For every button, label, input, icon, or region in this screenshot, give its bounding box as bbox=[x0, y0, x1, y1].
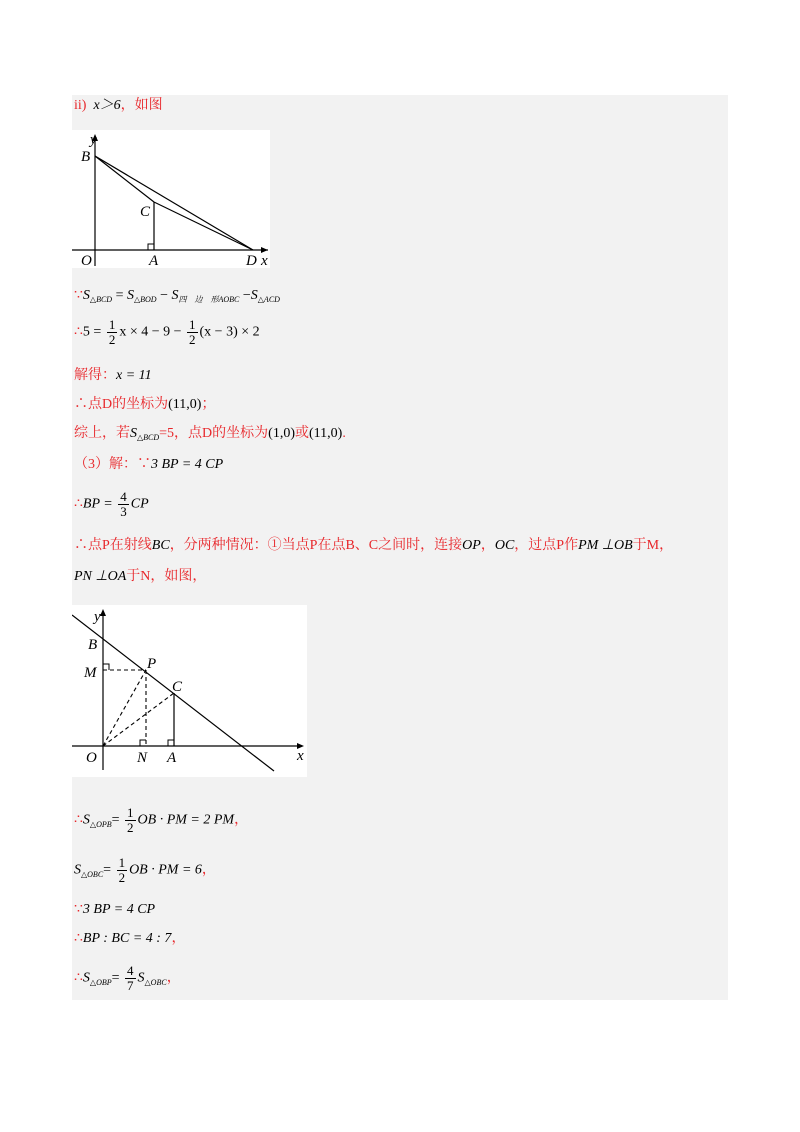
fig1-label-x: x bbox=[261, 253, 268, 268]
fig2-label-a: A bbox=[167, 750, 177, 766]
part-3-start: （3）解：∵3 BP = 4 CP bbox=[74, 457, 224, 472]
solution-x: 解得：x = 11 bbox=[74, 368, 152, 383]
point-d-coordinate: ∴点D的坐标为(11,0)； bbox=[74, 397, 216, 412]
fig1-label-d: D bbox=[246, 253, 257, 268]
fig1-label-c: C bbox=[140, 204, 151, 220]
figure-1 bbox=[72, 130, 270, 268]
figure-2 bbox=[72, 605, 307, 777]
fig2-label-p: P bbox=[147, 656, 157, 672]
fig1-label-a: A bbox=[149, 253, 159, 268]
fig2-label-o: O bbox=[86, 750, 97, 766]
fig1-label-o: O bbox=[81, 253, 92, 268]
case-analysis-line-1: ∴点P在射线BC，分两种情况：①当点P在点B、C之间时，连接OP，OC，过点P作PM ⊥OB于M， bbox=[74, 538, 674, 553]
bp-expression: ∴BP = $\frac{4}{3}$ CP bbox=[74, 489, 149, 519]
area-obc: $S_{\triangle OBC}=$ $\frac{1}{2}$ OB · PM = 6， bbox=[74, 855, 216, 885]
fig1-label-y: y bbox=[90, 132, 97, 148]
fig2-label-x: x bbox=[297, 748, 304, 764]
case-ii-heading: ii) x＞6，如图 bbox=[74, 98, 163, 113]
ratio-bp-bc: ∴BP : BC = 4 : 7， bbox=[74, 931, 186, 946]
fig2-label-c: C bbox=[172, 679, 183, 695]
case-analysis-line-2: PN ⊥OA于N，如图， bbox=[74, 569, 207, 584]
area-opb: $\therefore S_{\triangle OPB}=$ $\frac{1}{2}$ OB · PM = 2 PM， bbox=[74, 805, 249, 835]
summary-line: 综上，若$S_{\triangle BCD}=5$，点D的坐标为(1,0)或(11,0). bbox=[74, 426, 346, 442]
fig2-label-m: M bbox=[84, 665, 97, 681]
figure-1-diagram bbox=[72, 130, 270, 268]
equation-area: ∴5 = $\frac{1}{2}$ x × 4 − 9 − $\frac{1}{2}$ (x − 3) × 2 bbox=[74, 317, 260, 347]
area-obp-ratio: $\therefore S_{\triangle OBP}=$ $\frac{4}{7}$ $S_{\triangle OBC}$， bbox=[74, 963, 181, 993]
ratio-given: ∵3 BP = 4 CP bbox=[74, 902, 156, 917]
fig2-label-y: y bbox=[94, 609, 101, 625]
area-relation: $\because S_{\triangle BCD} = S_{\triangle BOD} - S_{四 边 形AOBC} -S_{\triangle ACD}$ bbox=[74, 288, 280, 304]
fig1-label-b: B bbox=[81, 149, 91, 165]
figure-2-diagram bbox=[72, 605, 307, 777]
fig2-label-n: N bbox=[137, 750, 148, 766]
fig2-label-b: B bbox=[88, 637, 98, 653]
